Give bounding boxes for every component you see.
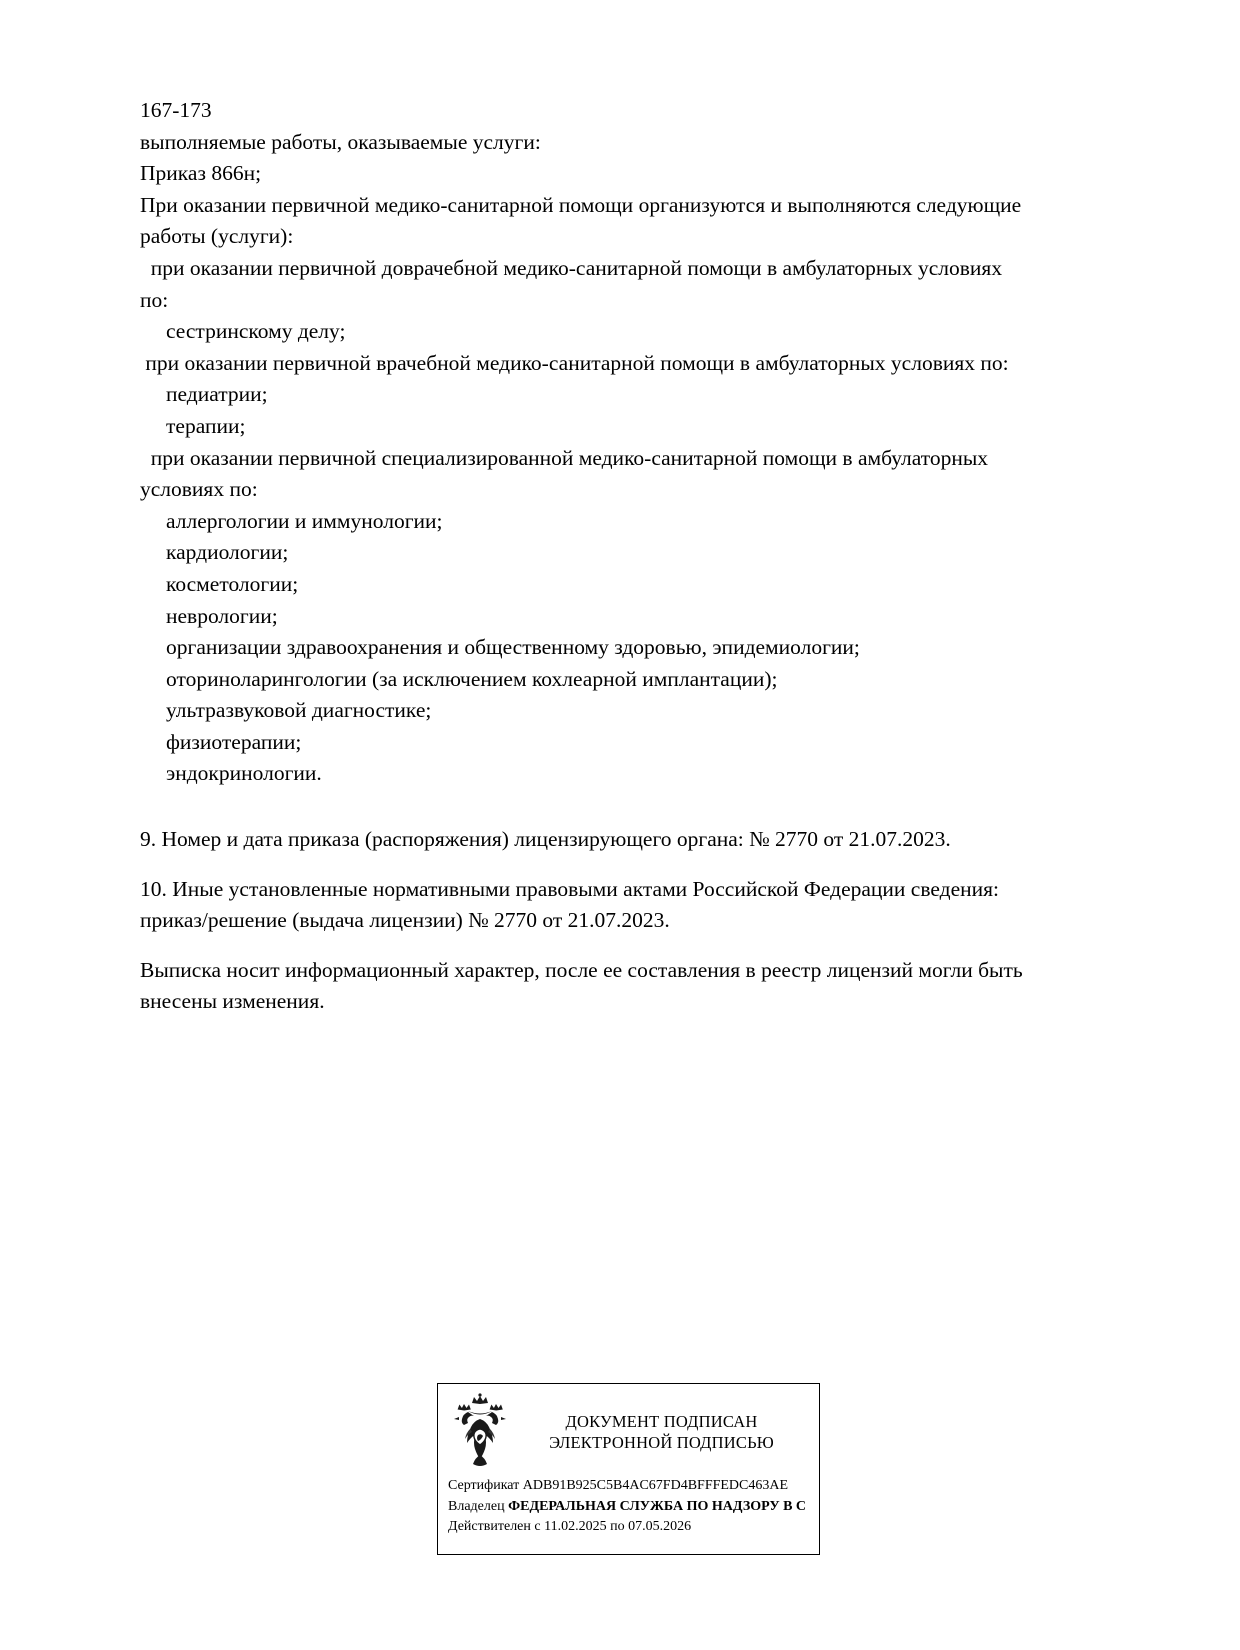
stamp-owner xyxy=(448,1497,819,1518)
spacer xyxy=(140,856,1105,874)
item-10-other-info-line1: 10. Иные установленные нормативными правовыми актами Российской Федерации сведения: xyxy=(140,876,999,901)
document-line: работы (услуги): xyxy=(140,224,294,249)
spacer xyxy=(140,937,1105,955)
document-line: косметологии; xyxy=(166,571,299,596)
document-line: по: xyxy=(140,287,169,312)
document-line: Приказ 866н; xyxy=(140,161,262,186)
document-body xyxy=(140,95,1105,1018)
stamp-certificate: Сертификат ADB91B925C5B4AC67FD4BFFFEDC463AE xyxy=(448,1478,789,1493)
stamp-header xyxy=(438,1384,819,1476)
notice-line2: внесены изменения. xyxy=(140,989,325,1014)
document-line: эндокринологии. xyxy=(166,761,322,786)
document-line: оториноларингологии (за исключением кохлеарной имплантации); xyxy=(166,666,778,691)
document-line: педиатрии; xyxy=(166,382,268,407)
document-line: кардиологии; xyxy=(166,540,289,565)
document-line: при оказании первичной врачебной медико-санитарной помощи в амбулаторных условиях по: xyxy=(140,350,1009,375)
document-line: неврологии; xyxy=(166,603,278,628)
stamp-title xyxy=(514,1411,813,1453)
document-line: ультразвуковой диагностике; xyxy=(166,698,432,723)
stamp-validity: Действителен с 11.02.2025 по 07.05.2026 xyxy=(448,1519,692,1535)
document-line: выполняемые работы, оказываемые услуги: xyxy=(140,129,541,154)
document-line: при оказании первичной специализированной медико-санитарной помощи в амбулаторных xyxy=(140,445,989,470)
document-line: физиотерапии; xyxy=(166,729,302,754)
stamp-title-line2: ЭЛЕКТРОННОЙ ПОДПИСЬЮ xyxy=(549,1433,774,1452)
double-headed-eagle-emblem-icon xyxy=(446,1393,514,1471)
works-and-services-list xyxy=(140,127,1105,790)
stamp-owner-value: ФЕДЕРАЛЬНАЯ СЛУЖБА ПО НАДЗОРУ В С xyxy=(508,1498,807,1514)
item-10-other-info-line2: приказ/решение (выдача лицензии) № 2770 от 21.07.2023. xyxy=(140,908,670,933)
spacer xyxy=(140,790,1105,824)
document-line: При оказании первичной медико-санитарной помощи организуются и выполняются следующие xyxy=(140,192,1022,217)
stamp-title-line1: ДОКУМЕНТ ПОДПИСАН xyxy=(565,1411,758,1431)
item-9-order-number-and-date: 9. Номер и дата приказа (распоряжения) лицензирующего органа: № 2770 от 21.07.2023. xyxy=(140,827,951,852)
page-number-range: 167-173 xyxy=(140,98,212,122)
document-line: при оказании первичной доврачебной медико-санитарной помощи в амбулаторных условиях xyxy=(140,255,1003,280)
notice-line1: Выписка носит информационный характер, после ее составления в реестр лицензий могли быть xyxy=(140,957,1023,982)
stamp-details xyxy=(438,1476,819,1538)
document-line: аллергологии и иммунологии; xyxy=(166,508,443,533)
document-line: сестринскому делу; xyxy=(166,319,346,344)
stamp-owner-label: Владелец xyxy=(448,1498,509,1514)
document-line: терапии; xyxy=(166,413,246,438)
document-line: организации здравоохранения и общественному здоровью, эпидемиологии; xyxy=(166,635,860,660)
document-line: условиях по: xyxy=(140,477,258,502)
electronic-signature-stamp xyxy=(437,1383,820,1555)
